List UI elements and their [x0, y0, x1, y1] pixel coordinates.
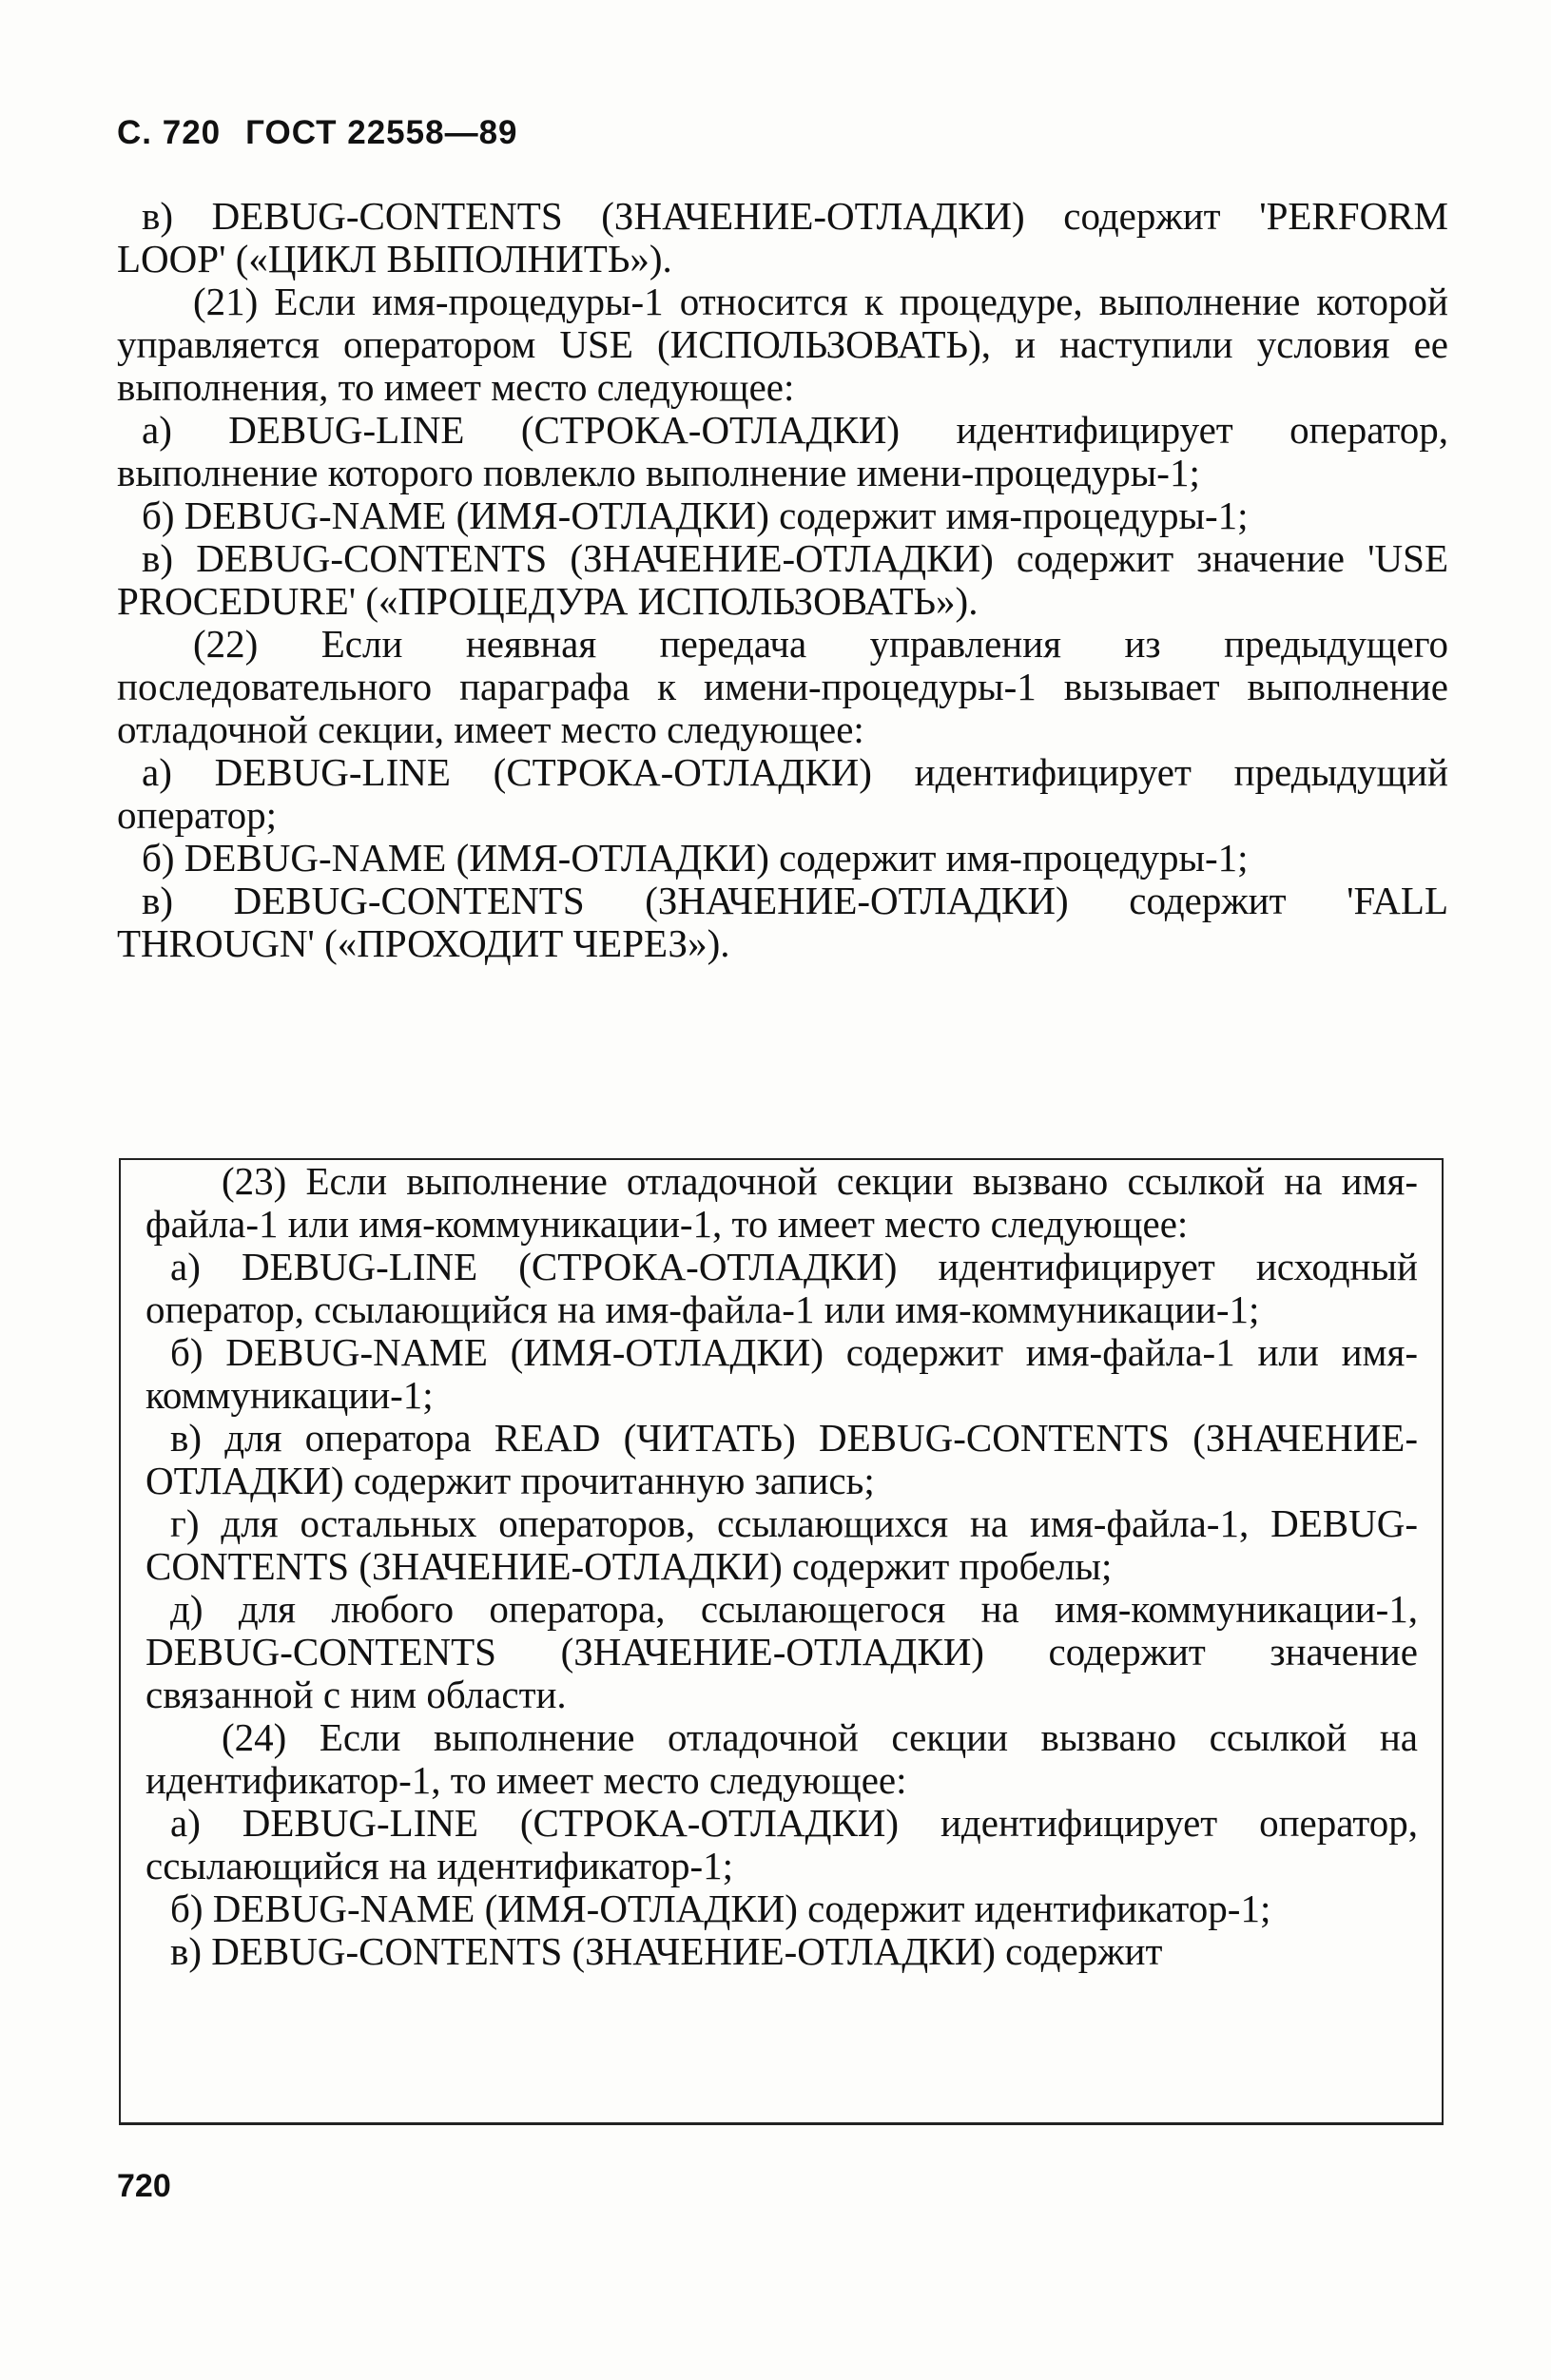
- paragraph: б) DEBUG-NAME (ИМЯ-ОТЛАДКИ) содержит имя-файла-1 или имя-коммуникации-1;: [145, 1330, 1418, 1417]
- page-header: [117, 114, 543, 152]
- paragraph: (21) Если имя-процедуры-1 относится к процедуре, выполнение которой управляется оператором USE (ИСПОЛЬЗОВАТЬ), и наступили условия ее выполнения, то имеет место следующее:: [117, 280, 1448, 409]
- paragraph: в) DEBUG-CONTENTS (ЗНАЧЕНИЕ-ОТЛАДКИ) содержит 'PERFORM LOOP' («ЦИКЛ ВЫПОЛНИТЬ»).: [117, 194, 1448, 281]
- paragraph: а) DEBUG-LINE (СТРОКА-ОТЛАДКИ) идентифицирует исходный оператор, ссылающийся на имя-файла-1 или имя-коммуникации-1;: [145, 1245, 1418, 1331]
- main-text: [117, 195, 1448, 965]
- standard-designation: ГОСТ 22558—89: [245, 114, 518, 151]
- paragraph: б) DEBUG-NAME (ИМЯ-ОТЛАДКИ) содержит имя-процедуры-1;: [142, 493, 1249, 537]
- paragraph: (22) Если неявная передача управления из предыдущего последовательного параграфа к имени-процедуры-1 вызывает выполнение отладочной секции, имеет место следующее:: [117, 622, 1448, 751]
- paragraph: (24) Если выполнение отладочной секции вызвано ссылкой на идентификатор-1, то имеет место следующее:: [145, 1715, 1418, 1802]
- paragraph: б) DEBUG-NAME (ИМЯ-ОТЛАДКИ) содержит имя-процедуры-1;: [142, 836, 1249, 880]
- paragraph: г) для остальных операторов, ссылающихся на имя-файла-1, DEBUG-CONTENTS (ЗНАЧЕНИЕ-ОТЛАДКИ) содержит пробелы;: [145, 1501, 1418, 1588]
- paragraph: а) DEBUG-LINE (СТРОКА-ОТЛАДКИ) идентифицирует оператор, выполнение которого повлекло выполнение имени-процедуры-1;: [117, 408, 1448, 494]
- paragraph: в) DEBUG-CONTENTS (ЗНАЧЕНИЕ-ОТЛАДКИ) содержит значение 'USE PROCEDURE' («ПРОЦЕДУРА ИСПОЛЬЗОВАТЬ»).: [117, 536, 1448, 623]
- paragraph: в) для оператора READ (ЧИТАТЬ) DEBUG-CONTENTS (ЗНАЧЕНИЕ-ОТЛАДКИ) содержит прочитанную запись;: [145, 1416, 1418, 1502]
- boxed-text: [145, 1160, 1418, 1973]
- paragraph: (23) Если выполнение отладочной секции вызвано ссылкой на имя-файла-1 или имя-коммуникации-1, то имеет место следующее:: [145, 1159, 1418, 1246]
- paragraph: д) для любого оператора, ссылающегося на имя-коммуникации-1, DEBUG-CONTENTS (ЗНАЧЕНИЕ-ОТЛАДКИ) содержит значение связанной с ним области.: [145, 1587, 1418, 1716]
- boxed-section: [119, 1158, 1444, 2125]
- page-reference: С. 720: [117, 114, 222, 151]
- paragraph: в) DEBUG-CONTENTS (ЗНАЧЕНИЕ-ОТЛАДКИ) содержит: [170, 1929, 1163, 1973]
- paragraph: а) DEBUG-LINE (СТРОКА-ОТЛАДКИ) идентифицирует оператор, ссылающийся на идентификатор-1;: [145, 1801, 1418, 1887]
- paragraph: в) DEBUG-CONTENTS (ЗНАЧЕНИЕ-ОТЛАДКИ) содержит 'FALL THROUGN' («ПРОХОДИТ ЧЕРЕЗ»).: [117, 879, 1448, 965]
- paragraph: а) DEBUG-LINE (СТРОКА-ОТЛАДКИ) идентифицирует предыдущий оператор;: [117, 750, 1448, 837]
- paragraph: б) DEBUG-NAME (ИМЯ-ОТЛАДКИ) содержит идентификатор-1;: [170, 1887, 1271, 1930]
- page-number: 720: [117, 2168, 171, 2204]
